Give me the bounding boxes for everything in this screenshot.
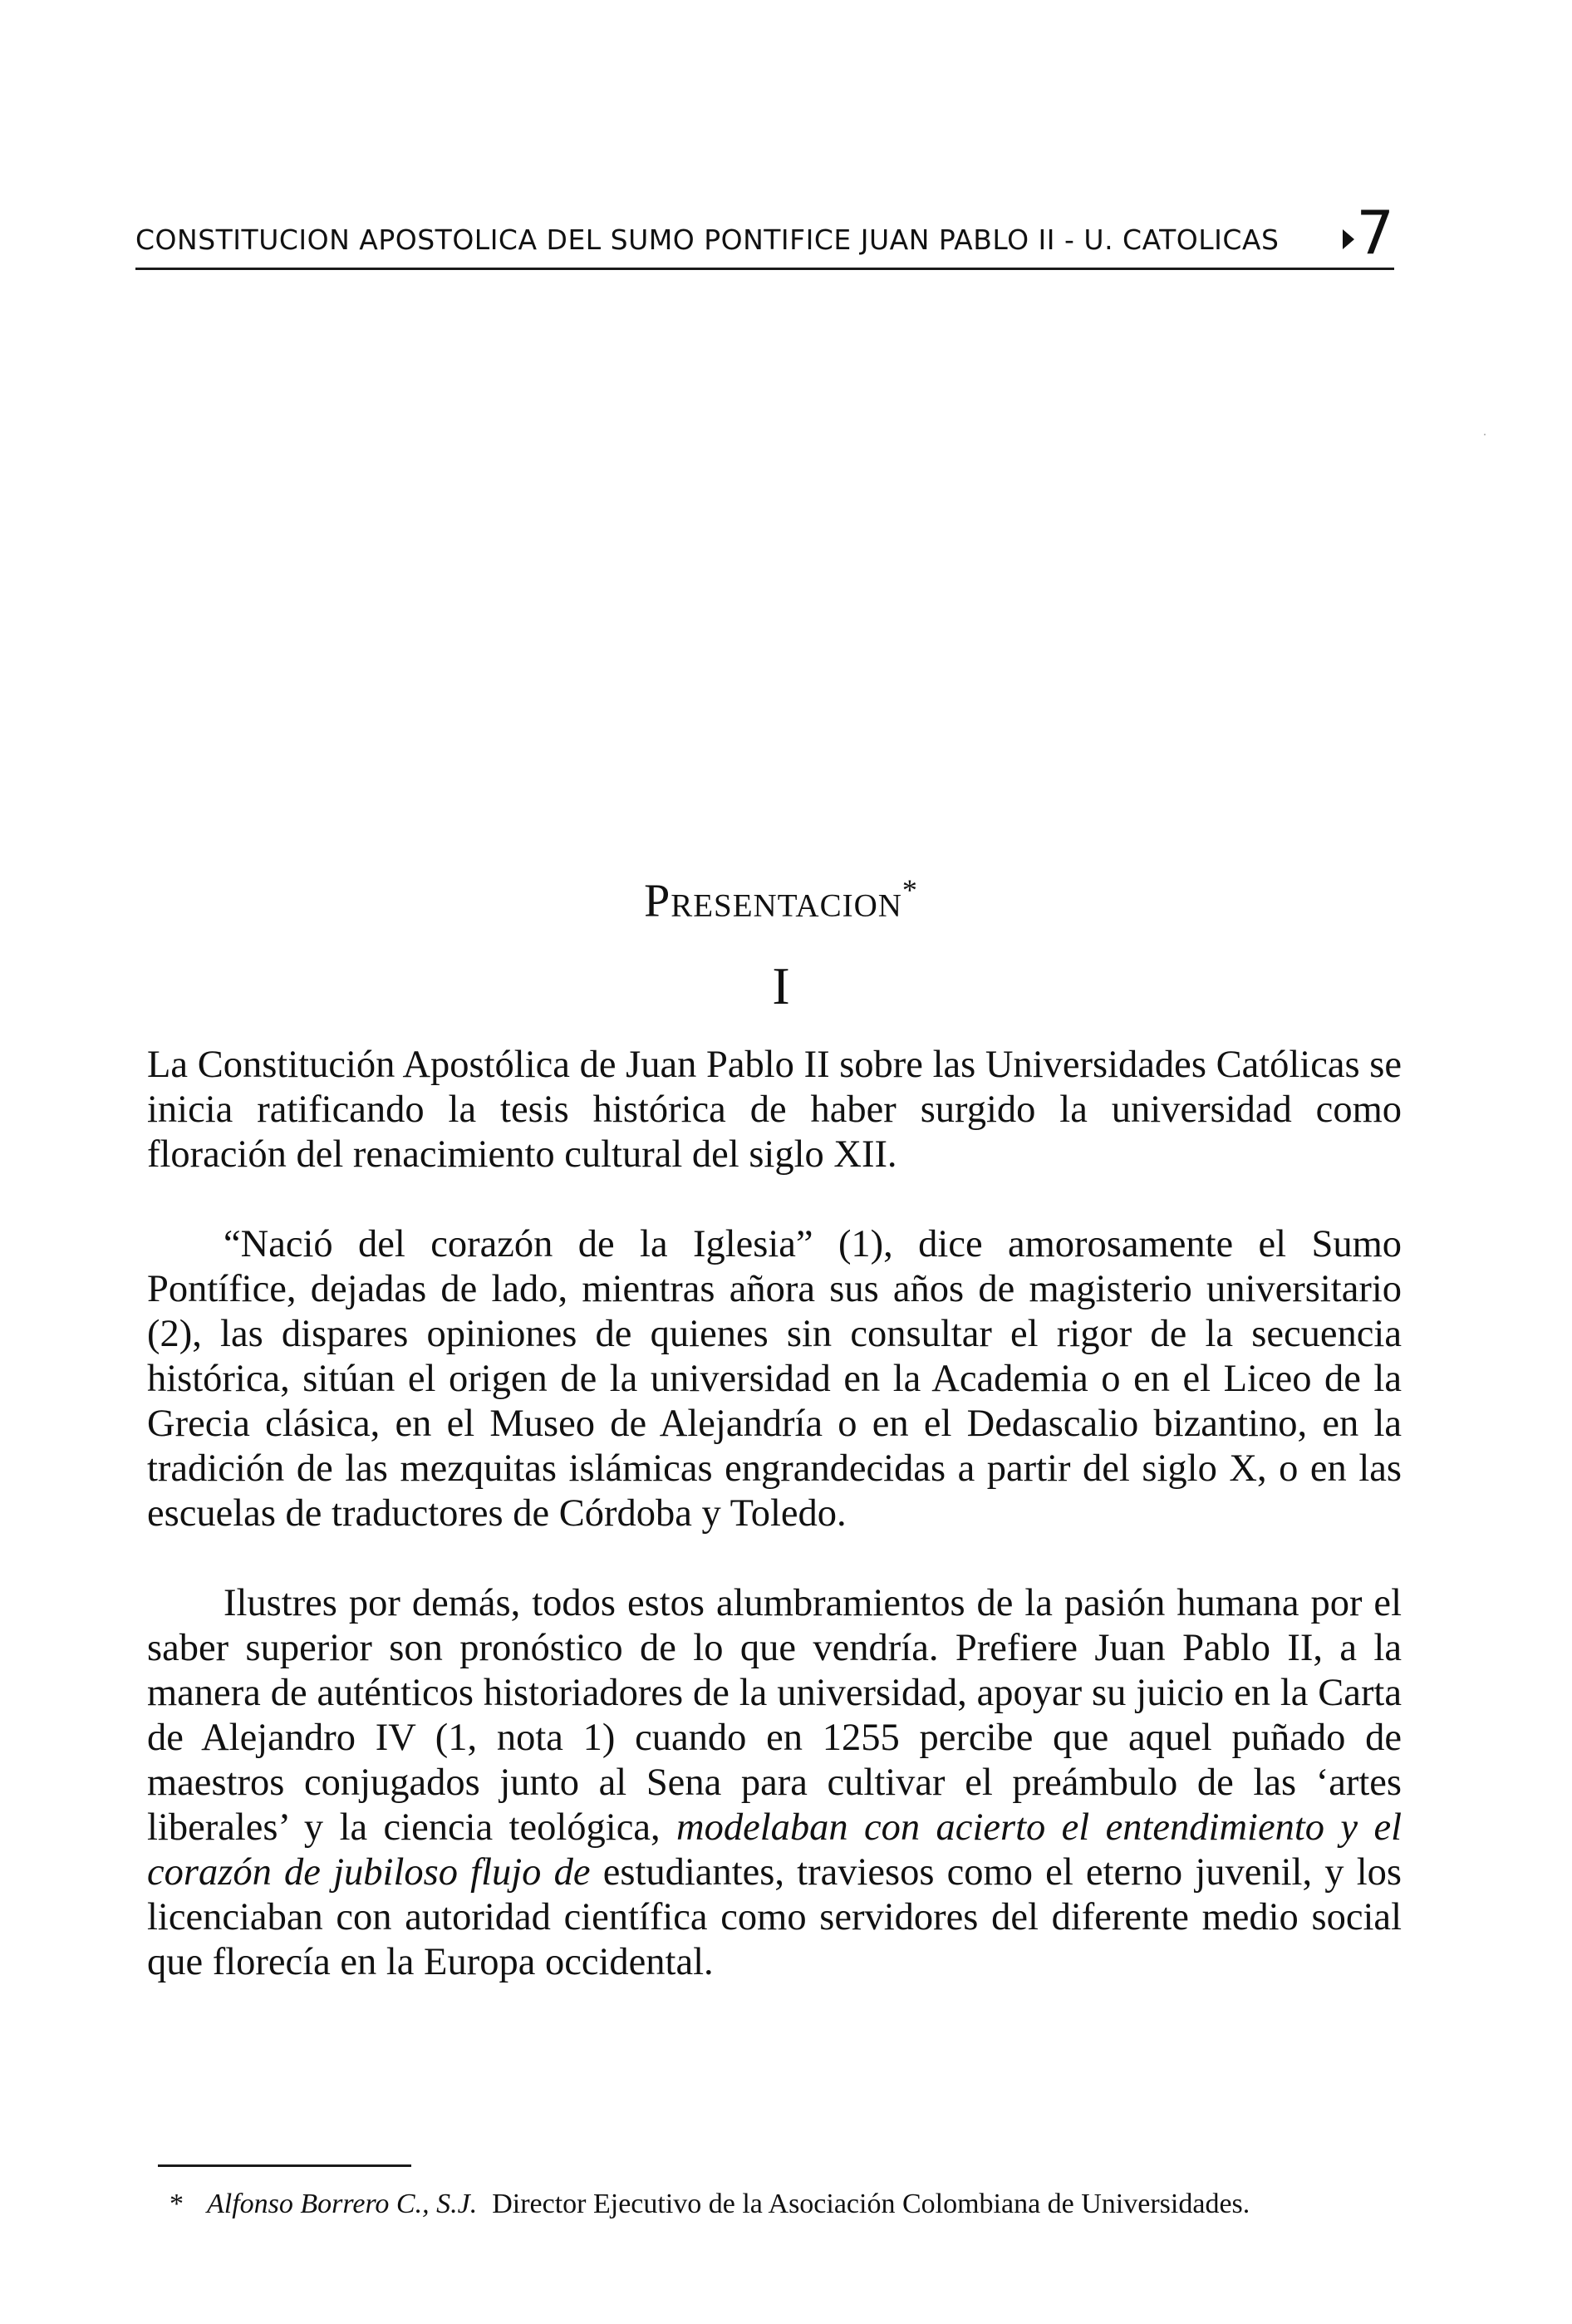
footnote	[169, 2187, 1416, 2222]
footnote-author: Alfonso Borrero C., S.J.	[207, 2189, 478, 2219]
running-head-title: CONSTITUCION APOSTOLICA DEL SUMO PONTIFICE JUAN PABLO II - U. CATOLICAS	[135, 224, 1280, 256]
footnote-mark: *	[169, 2189, 184, 2219]
paragraph-3-text-end: estudiantes, traviesos como el eterno juvenil, y los licenciaban con autoridad científica como servidores del diferente medio social que florecía en la Europa occidental.	[147, 1851, 1402, 1983]
scan-speck	[1484, 434, 1486, 435]
paragraph-3-italic: modelaban con acierto el entendimiento y el corazón de jubiloso flujo de	[147, 1806, 1403, 1894]
paragraph-2: “Nació del corazón de la Iglesia” (1), dice amorosamente el Sumo Pontífice, dejadas de lado, mientras añora sus años de magisterio universitario (2), las dispares opiniones de quienes sin consultar el rigor de la secuencia histórica, sitúan el origen de la universidad en la Academia o en el Liceo de la Grecia clásica, en el Museo de Alejandría o en el Dedascalio bizantino, en la tradición de las mezquitas islámicas engrandecidas a partir del siglo X, o en las escuelas de traductores de Córdoba y Toledo.	[147, 1223, 1402, 1535]
triangle-right-icon	[1343, 229, 1354, 249]
page-number: 7	[1356, 198, 1394, 268]
section-title	[241, 872, 1321, 928]
paragraph-3-text: Ilustres por demás, todos estos alumbramientos de la pasión humana por el saber superior son pronóstico de lo que vendría. Prefiere Juan Pablo II, a la manera de auténticos historiadores de la universidad, apoyar su juicio en la Carta de Alejandro IV (1, nota 1) cuando en 1255 percibe que aquel puñado de maestros conjugados junto al Sena para cultivar el preámbulo de las ‘artes liberales’ y la ciencia teológica,	[147, 1582, 1402, 1849]
running-head	[135, 176, 1394, 270]
section-title-text: Presentacion	[644, 875, 902, 927]
paragraph-3	[147, 1581, 1402, 1985]
paragraph-1: La Constitución Apostólica de Juan Pablo II sobre las Universidades Católicas se inicia ratificando la tesis histórica de haber surgido la universidad como floración del renacimiento cultural del siglo XII.	[147, 1044, 1402, 1176]
footnote-rule	[158, 2164, 411, 2167]
footnote-text: Director Ejecutivo de la Asociación Colombiana de Universidades.	[492, 2189, 1250, 2219]
body-text	[147, 1043, 1402, 2030]
section-number: I	[772, 956, 790, 1015]
section-title-footnote-mark: *	[901, 873, 918, 907]
